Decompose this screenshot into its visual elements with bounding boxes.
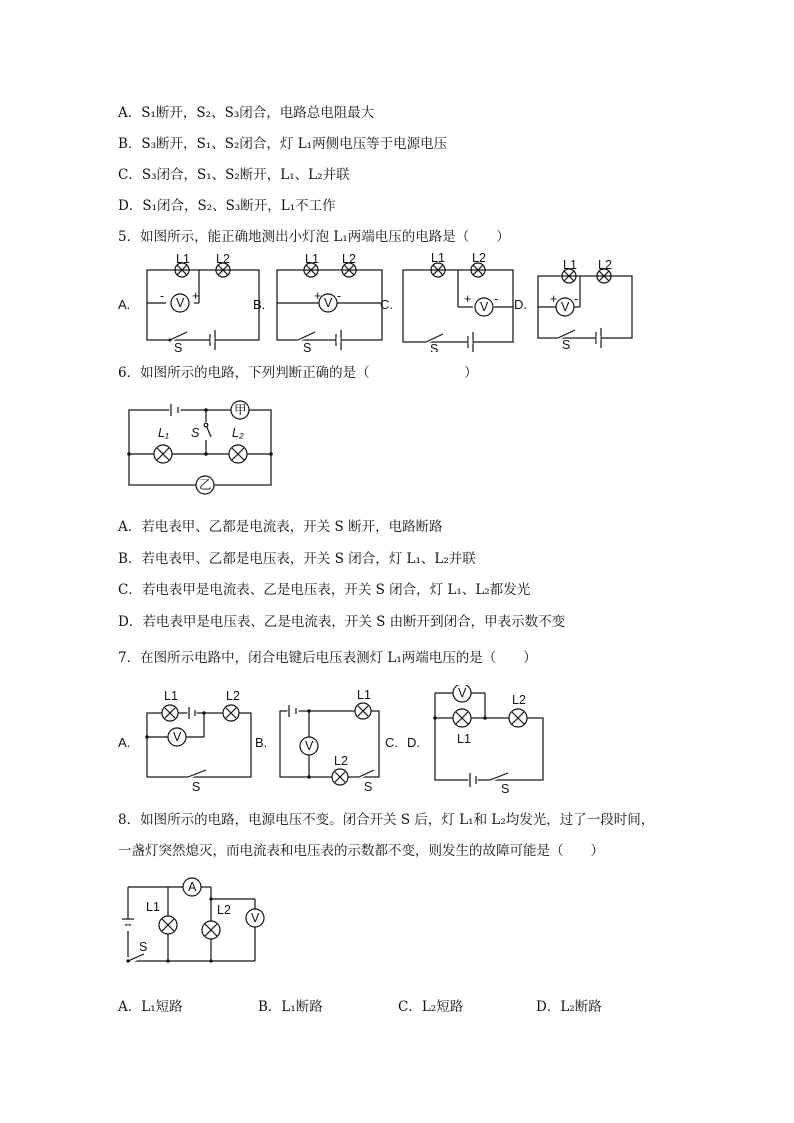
q5-b-minus: - [337, 289, 342, 303]
q5-d-volt-v: V [561, 300, 570, 314]
q5-c-l1: L1 [431, 252, 445, 265]
q7-a-l1: L1 [164, 689, 178, 703]
q6-option-a: A．若电表甲、乙都是电流表，开关 S 断开，电路断路 [118, 519, 443, 535]
q7-label-d: D. [407, 735, 420, 750]
q8-stem-line2: 一盏灯突然熄灭，而电流表和电压表的示数都不变，则发生的故障可能是（ ） [118, 843, 604, 859]
q4-option-c: C．S₃闭合，S₁、S₂断开，L₁、L₂并联 [118, 167, 350, 183]
q5-c-volt-v: V [480, 300, 489, 314]
q4-option-a: A．S₁断开，S₂、S₃闭合，电路总电阻最大 [118, 105, 375, 121]
q5-label-a: A. [118, 297, 131, 312]
q8-stem-line1: 8．如图所示的电路，电源电压不变。闭合开关 S 后，灯 L₁和 L₂均发光，过了一段时间， [118, 812, 655, 828]
q6-option-d: D．若电表甲是电压表、乙是电流表，开关 S 由断开到闭合，甲表示数不变 [118, 614, 566, 630]
q8-option-a: A．L₁短路 [118, 999, 183, 1015]
q5-d-s: S [562, 338, 571, 352]
q5-a-plus: + [192, 289, 200, 303]
q5-circuit-figures [110, 252, 650, 352]
q8-lamp-l1: L1 [146, 900, 160, 914]
q7-a-volt-v: V [173, 730, 182, 744]
q7-b-l2: L2 [334, 754, 348, 768]
q5-c-plus: + [464, 292, 472, 306]
q5-label-b: B. [253, 297, 266, 312]
q5-d-l2: L2 [598, 258, 612, 272]
q8-ammeter-a: A [188, 880, 197, 894]
q7-d-s: S [501, 782, 510, 796]
q7-b-s: S [364, 780, 373, 794]
q8-switch-s: S [139, 940, 148, 954]
q8-option-b: B．L₁断路 [258, 999, 323, 1015]
q6-lamp-l1: L₁ [158, 426, 169, 440]
q5-b-l1: L1 [305, 252, 319, 266]
q5-b-l2: L2 [342, 252, 356, 266]
q5-label-d: D. [514, 297, 527, 312]
q7-stem: 7．在图所示电路中，闭合电键后电压表测灯 L₁两端电压的是（ ） [118, 650, 537, 666]
q5-d-l1: L1 [563, 258, 577, 272]
q5-label-c: C. [380, 297, 393, 312]
q4-option-b: B．S₃断开，S₁、S₂闭合，灯 L₁两侧电压等于电源电压 [118, 136, 448, 152]
q5-d-minus: - [574, 292, 579, 306]
q8-option-d: D．L₂断路 [536, 999, 602, 1015]
q7-a-s: S [192, 780, 201, 794]
q6-option-c: C．若电表甲是电流表、乙是电压表，开关 S 闭合，灯 L₁、L₂都发光 [118, 582, 531, 598]
q5-a-volt-v: V [176, 296, 185, 310]
q7-label-c: C. [385, 735, 398, 750]
q6-meter-yi: 乙 [199, 478, 212, 492]
q6-lamp-l2: L₂ [232, 426, 244, 440]
q6-stem: 6．如图所示的电路，下列判断正确的是（ ） [118, 365, 478, 381]
q7-d-volt-v: V [458, 686, 467, 700]
q5-c-minus: - [494, 292, 499, 306]
q7-d-l2: L2 [512, 693, 526, 707]
q5-a-l2: L2 [216, 252, 230, 266]
q5-d-plus: + [550, 292, 558, 306]
q5-c-s: S [430, 342, 439, 352]
q5-a-minus: - [160, 289, 165, 303]
q6-switch-s: S [191, 426, 200, 440]
q5-stem: 5．如图所示，能正确地测出小灯泡 L₁两端电压的电路是（ ） [118, 229, 510, 245]
q6-circuit-figure [118, 392, 288, 500]
q7-label-a: A. [118, 735, 131, 750]
q7-b-volt-v: V [305, 739, 314, 753]
q5-a-s: S [174, 341, 183, 352]
q5-b-plus: + [314, 289, 322, 303]
q5-c-l2: L2 [472, 252, 486, 265]
q5-b-s: S [303, 341, 312, 352]
q6-meter-jia: 甲 [234, 403, 247, 417]
q8-circuit-figure [118, 875, 278, 970]
q7-b-l1: L1 [357, 688, 371, 702]
q8-lamp-l2: L2 [217, 903, 231, 917]
q5-a-l1: L1 [176, 252, 190, 266]
q4-option-d: D．S₁闭合，S₂、S₃断开，L₁不工作 [118, 198, 336, 214]
q8-voltmeter-v: V [251, 911, 260, 925]
q5-b-volt-v: V [324, 296, 333, 310]
q6-option-b: B．若电表甲、乙都是电压表，开关 S 闭合，灯 L₁、L₂并联 [118, 551, 476, 567]
q7-label-b: B. [255, 735, 268, 750]
q7-circuit-figures [110, 685, 560, 797]
q7-a-l2: L2 [226, 689, 240, 703]
q8-option-c: C．L₂短路 [398, 999, 464, 1015]
q7-d-l1: L1 [457, 732, 471, 746]
